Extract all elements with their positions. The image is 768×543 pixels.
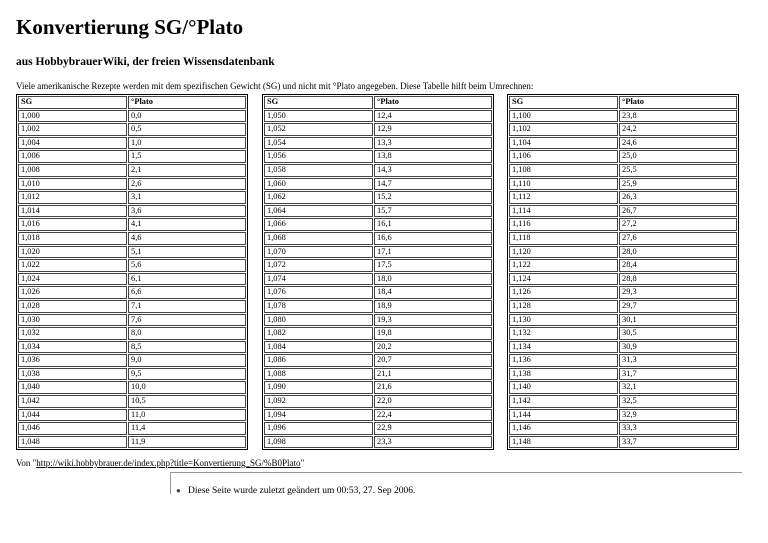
last-modified-text: Diese Seite wurde zuletzt geändert um 00:53, 27. Sep 2006.: [188, 486, 416, 496]
table-row: [18, 300, 246, 313]
plato-cell: 32,5: [619, 395, 737, 408]
plato-cell: 27,2: [619, 218, 737, 231]
plato-cell: 5,6: [128, 259, 246, 272]
plato-cell: 33,7: [619, 436, 737, 449]
sg-cell: 1,008: [18, 164, 127, 177]
plato-cell: 1,5: [128, 150, 246, 163]
plato-cell: 31,7: [619, 368, 737, 381]
plato-cell: 7,1: [128, 300, 246, 313]
plato-cell: 10,5: [128, 395, 246, 408]
source-link[interactable]: http://wiki.hobbybrauer.de/index.php?title=Konvertierung_SG/%B0Plato: [36, 458, 301, 468]
sg-cell: 1,072: [264, 259, 373, 272]
sg-cell: 1,146: [509, 422, 618, 435]
table-row: [509, 232, 737, 245]
table-row: [509, 123, 737, 136]
table-row: [509, 150, 737, 163]
source-line: [16, 458, 304, 468]
table-row: [264, 327, 492, 340]
table-row: [509, 368, 737, 381]
table-row: [18, 422, 246, 435]
sg-cell: 1,024: [18, 273, 127, 286]
plato-cell: 6,1: [128, 273, 246, 286]
table-row: [264, 395, 492, 408]
table-row: [509, 381, 737, 394]
plato-cell: 26,7: [619, 205, 737, 218]
sg-cell: 1,014: [18, 205, 127, 218]
table-row: [509, 409, 737, 422]
sg-cell: 1,126: [509, 286, 618, 299]
sg-cell: 1,098: [264, 436, 373, 449]
table-row: [264, 368, 492, 381]
table-row: [509, 300, 737, 313]
plato-cell: 29,7: [619, 300, 737, 313]
plato-cell: 7,6: [128, 314, 246, 327]
table-row: [264, 232, 492, 245]
table-row: [18, 246, 246, 259]
footer-divider: [170, 472, 742, 473]
plato-cell: 31,3: [619, 354, 737, 367]
plato-cell: 23,8: [619, 110, 737, 123]
table-row: [18, 218, 246, 231]
plato-cell: 15,2: [374, 191, 492, 204]
plato-cell: 9,5: [128, 368, 246, 381]
sg-cell: 1,108: [509, 164, 618, 177]
sg-cell: 1,080: [264, 314, 373, 327]
plato-cell: 28,0: [619, 246, 737, 259]
plato-cell: 27,6: [619, 232, 737, 245]
table-row: [18, 409, 246, 422]
table-row: [509, 246, 737, 259]
table-row: [509, 259, 737, 272]
table-row: [18, 286, 246, 299]
plato-cell: 21,1: [374, 368, 492, 381]
table-row: [264, 259, 492, 272]
table-row: [264, 218, 492, 231]
plato-cell: 19,8: [374, 327, 492, 340]
table-row: [264, 422, 492, 435]
table-row: [509, 273, 737, 286]
sg-cell: 1,044: [18, 409, 127, 422]
plato-cell: 21,6: [374, 381, 492, 394]
sg-header: SG: [18, 96, 127, 109]
sg-cell: 1,088: [264, 368, 373, 381]
sg-header: SG: [264, 96, 373, 109]
plato-header: °Plato: [374, 96, 492, 109]
plato-cell: 16,6: [374, 232, 492, 245]
sg-cell: 1,138: [509, 368, 618, 381]
plato-cell: 17,5: [374, 259, 492, 272]
plato-cell: 4,6: [128, 232, 246, 245]
plato-cell: 24,6: [619, 137, 737, 150]
sg-cell: 1,012: [18, 191, 127, 204]
plato-cell: 19,3: [374, 314, 492, 327]
sg-cell: 1,074: [264, 273, 373, 286]
table-row: [18, 259, 246, 272]
table-row: [264, 354, 492, 367]
table-row: [264, 436, 492, 449]
sg-cell: 1,116: [509, 218, 618, 231]
sg-cell: 1,076: [264, 286, 373, 299]
sg-cell: 1,038: [18, 368, 127, 381]
table-row: [264, 164, 492, 177]
sg-cell: 1,132: [509, 327, 618, 340]
table-row: [18, 381, 246, 394]
table-row: [18, 164, 246, 177]
plato-cell: 0,0: [128, 110, 246, 123]
sg-cell: 1,090: [264, 381, 373, 394]
plato-cell: 14,7: [374, 178, 492, 191]
plato-cell: 12,4: [374, 110, 492, 123]
footer: [172, 486, 415, 496]
sg-cell: 1,086: [264, 354, 373, 367]
source-prefix: Von ": [16, 458, 37, 468]
table-row: [264, 178, 492, 191]
sg-cell: 1,122: [509, 259, 618, 272]
table-row: [509, 354, 737, 367]
plato-cell: 22,0: [374, 395, 492, 408]
plato-cell: 16,1: [374, 218, 492, 231]
sg-header: SG: [509, 96, 618, 109]
sg-cell: 1,060: [264, 178, 373, 191]
plato-cell: 32,9: [619, 409, 737, 422]
table-row: [18, 232, 246, 245]
sg-cell: 1,054: [264, 137, 373, 150]
table-row: [264, 381, 492, 394]
sg-cell: 1,092: [264, 395, 373, 408]
sg-cell: 1,046: [18, 422, 127, 435]
table-row: [18, 368, 246, 381]
sg-cell: 1,102: [509, 123, 618, 136]
table-row: [264, 150, 492, 163]
table-row: [18, 178, 246, 191]
plato-cell: 28,4: [619, 259, 737, 272]
plato-cell: 23,3: [374, 436, 492, 449]
table-row: [509, 341, 737, 354]
table-row: [264, 300, 492, 313]
table-row: [264, 286, 492, 299]
sg-cell: 1,078: [264, 300, 373, 313]
footer-divider-side: [170, 472, 171, 494]
plato-cell: 25,5: [619, 164, 737, 177]
table-row: [509, 286, 737, 299]
table-row: [509, 178, 737, 191]
sg-cell: 1,148: [509, 436, 618, 449]
plato-cell: 30,5: [619, 327, 737, 340]
plato-cell: 8,0: [128, 327, 246, 340]
table-row: [264, 205, 492, 218]
sg-cell: 1,110: [509, 178, 618, 191]
table-row: [18, 314, 246, 327]
table-row: [509, 327, 737, 340]
sg-cell: 1,050: [264, 110, 373, 123]
plato-cell: 29,3: [619, 286, 737, 299]
sg-cell: 1,084: [264, 341, 373, 354]
sg-cell: 1,010: [18, 178, 127, 191]
table-row: [509, 110, 737, 123]
sg-cell: 1,144: [509, 409, 618, 422]
sg-cell: 1,114: [509, 205, 618, 218]
page-content: [16, 0, 746, 468]
sg-cell: 1,052: [264, 123, 373, 136]
plato-cell: 20,7: [374, 354, 492, 367]
plato-cell: 22,9: [374, 422, 492, 435]
sg-cell: 1,124: [509, 273, 618, 286]
table-row: [264, 191, 492, 204]
plato-cell: 11,9: [128, 436, 246, 449]
sg-cell: 1,032: [18, 327, 127, 340]
plato-cell: 33,3: [619, 422, 737, 435]
plato-header: °Plato: [128, 96, 246, 109]
plato-cell: 14,3: [374, 164, 492, 177]
table-row: [18, 205, 246, 218]
table-row: [18, 436, 246, 449]
sg-cell: 1,040: [18, 381, 127, 394]
plato-cell: 6,6: [128, 286, 246, 299]
sg-cell: 1,048: [18, 436, 127, 449]
table-row: [509, 218, 737, 231]
plato-cell: 15,7: [374, 205, 492, 218]
plato-cell: 18,4: [374, 286, 492, 299]
sg-cell: 1,026: [18, 286, 127, 299]
table-row: [509, 164, 737, 177]
table-row: [18, 137, 246, 150]
table-row: [264, 314, 492, 327]
plato-cell: 2,6: [128, 178, 246, 191]
sg-cell: 1,068: [264, 232, 373, 245]
page-subtitle: aus HobbybrauerWiki, der freien Wissensdatenbank: [16, 56, 275, 68]
plato-cell: 5,1: [128, 246, 246, 259]
sg-cell: 1,028: [18, 300, 127, 313]
table-row: [509, 422, 737, 435]
plato-cell: 2,1: [128, 164, 246, 177]
table-row: [509, 395, 737, 408]
plato-cell: 4,1: [128, 218, 246, 231]
table-row: [264, 409, 492, 422]
plato-cell: 25,0: [619, 150, 737, 163]
bullet-icon: ●: [176, 486, 181, 495]
plato-cell: 22,4: [374, 409, 492, 422]
sg-cell: 1,006: [18, 150, 127, 163]
plato-cell: 30,9: [619, 341, 737, 354]
table-row: [264, 246, 492, 259]
table-row: [264, 273, 492, 286]
plato-cell: 25,9: [619, 178, 737, 191]
sg-cell: 1,034: [18, 341, 127, 354]
sg-cell: 1,058: [264, 164, 373, 177]
sg-cell: 1,018: [18, 232, 127, 245]
sg-cell: 1,020: [18, 246, 127, 259]
plato-header: °Plato: [619, 96, 737, 109]
sg-cell: 1,112: [509, 191, 618, 204]
sg-cell: 1,022: [18, 259, 127, 272]
table-row: [509, 314, 737, 327]
sg-cell: 1,062: [264, 191, 373, 204]
sg-cell: 1,030: [18, 314, 127, 327]
sg-cell: 1,100: [509, 110, 618, 123]
sg-cell: 1,096: [264, 422, 373, 435]
table-row: [264, 341, 492, 354]
sg-cell: 1,142: [509, 395, 618, 408]
sg-cell: 1,134: [509, 341, 618, 354]
plato-cell: 28,8: [619, 273, 737, 286]
plato-cell: 8,5: [128, 341, 246, 354]
table-row: [509, 205, 737, 218]
table-row: [18, 354, 246, 367]
plato-cell: 18,0: [374, 273, 492, 286]
intro-text: Viele amerikanische Rezepte werden mit dem spezifischen Gewicht (SG) und nicht mit °Plato angegeben. Diese Tabelle hilft beim Umrechnen:: [16, 81, 534, 91]
table-row: [18, 123, 246, 136]
plato-cell: 30,1: [619, 314, 737, 327]
plato-cell: 12,9: [374, 123, 492, 136]
table-row: [18, 191, 246, 204]
table-row: [264, 137, 492, 150]
sg-cell: 1,140: [509, 381, 618, 394]
conversion-table-2: [262, 94, 494, 450]
plato-cell: 9,0: [128, 354, 246, 367]
plato-cell: 0,5: [128, 123, 246, 136]
plato-cell: 11,4: [128, 422, 246, 435]
sg-cell: 1,082: [264, 327, 373, 340]
sg-cell: 1,042: [18, 395, 127, 408]
sg-cell: 1,002: [18, 123, 127, 136]
plato-cell: 1,0: [128, 137, 246, 150]
sg-cell: 1,136: [509, 354, 618, 367]
plato-cell: 17,1: [374, 246, 492, 259]
plato-cell: 13,8: [374, 150, 492, 163]
table-row: [509, 436, 737, 449]
plato-cell: 26,3: [619, 191, 737, 204]
sg-cell: 1,066: [264, 218, 373, 231]
plato-cell: 3,1: [128, 191, 246, 204]
plato-cell: 3,6: [128, 205, 246, 218]
sg-cell: 1,004: [18, 137, 127, 150]
sg-cell: 1,064: [264, 205, 373, 218]
plato-cell: 18,9: [374, 300, 492, 313]
sg-cell: 1,120: [509, 246, 618, 259]
plato-cell: 24,2: [619, 123, 737, 136]
sg-cell: 1,094: [264, 409, 373, 422]
sg-cell: 1,070: [264, 246, 373, 259]
sg-cell: 1,104: [509, 137, 618, 150]
table-row: [18, 150, 246, 163]
sg-cell: 1,000: [18, 110, 127, 123]
page-title: Konvertierung SG/°Plato: [16, 15, 244, 39]
table-row: [18, 341, 246, 354]
sg-cell: 1,128: [509, 300, 618, 313]
conversion-table-1: [16, 94, 248, 450]
sg-cell: 1,036: [18, 354, 127, 367]
table-row: [18, 110, 246, 123]
table-row: [509, 191, 737, 204]
sg-cell: 1,118: [509, 232, 618, 245]
table-row: [264, 110, 492, 123]
table-row: [18, 395, 246, 408]
table-row: [509, 137, 737, 150]
plato-cell: 32,1: [619, 381, 737, 394]
table-row: [264, 123, 492, 136]
sg-cell: 1,130: [509, 314, 618, 327]
sg-cell: 1,016: [18, 218, 127, 231]
plato-cell: 13,3: [374, 137, 492, 150]
plato-cell: 11,0: [128, 409, 246, 422]
sg-cell: 1,056: [264, 150, 373, 163]
table-row: [18, 327, 246, 340]
source-suffix: ": [300, 458, 305, 468]
plato-cell: 10,0: [128, 381, 246, 394]
plato-cell: 20,2: [374, 341, 492, 354]
table-row: [18, 273, 246, 286]
sg-cell: 1,106: [509, 150, 618, 163]
conversion-table-3: [507, 94, 739, 450]
